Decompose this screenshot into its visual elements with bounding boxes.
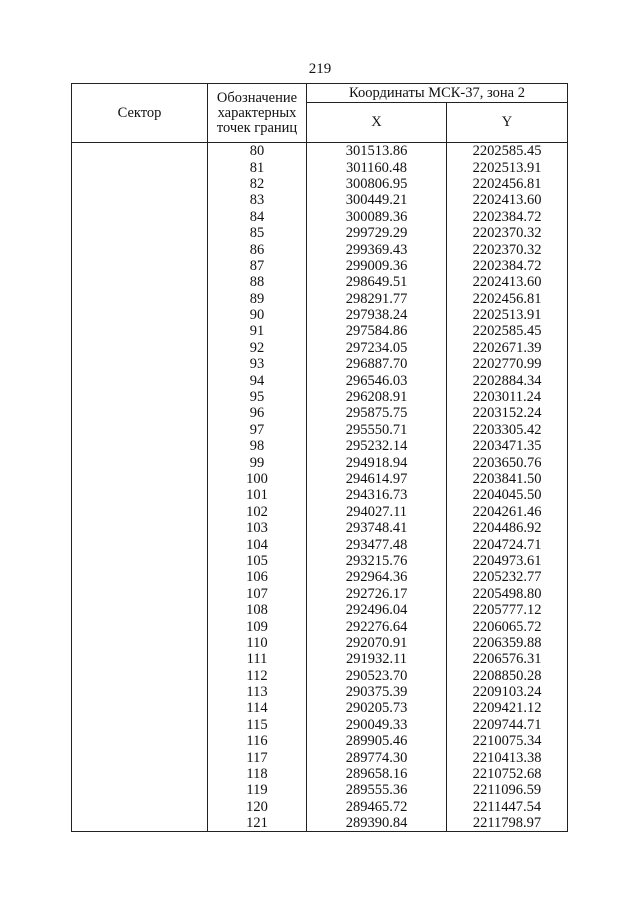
cell-sector: [72, 733, 208, 749]
table-row: [72, 438, 568, 454]
header-point-designation: Обозначение характерных точек границ: [208, 84, 307, 143]
cell-x: 289658.16: [307, 766, 447, 782]
cell-y: 2204045.50: [447, 487, 568, 503]
cell-x: 293215.76: [307, 553, 447, 569]
cell-x: 295232.14: [307, 438, 447, 454]
cell-point: 104: [208, 536, 307, 552]
table-row: [72, 454, 568, 470]
cell-sector: [72, 749, 208, 765]
cell-y: 2210413.38: [447, 749, 568, 765]
table-row: [72, 225, 568, 241]
cell-y: 2204261.46: [447, 504, 568, 520]
cell-y: 2210752.68: [447, 766, 568, 782]
cell-x: 297584.86: [307, 323, 447, 339]
cell-x: 290205.73: [307, 700, 447, 716]
table-row: [72, 618, 568, 634]
cell-y: 2204724.71: [447, 536, 568, 552]
table-row: [72, 422, 568, 438]
cell-point: 108: [208, 602, 307, 618]
cell-x: 292276.64: [307, 618, 447, 634]
cell-sector: [72, 799, 208, 815]
table-row: [72, 602, 568, 618]
cell-x: 290523.70: [307, 668, 447, 684]
cell-sector: [72, 586, 208, 602]
table-row: [72, 749, 568, 765]
cell-y: 2203305.42: [447, 422, 568, 438]
cell-point: 118: [208, 766, 307, 782]
cell-y: 2204486.92: [447, 520, 568, 536]
cell-x: 289774.30: [307, 749, 447, 765]
table-row: [72, 504, 568, 520]
cell-point: 109: [208, 618, 307, 634]
cell-sector: [72, 307, 208, 323]
cell-sector: [72, 323, 208, 339]
cell-sector: [72, 766, 208, 782]
cell-y: 2202384.72: [447, 209, 568, 225]
table-row: [72, 684, 568, 700]
table-row: [72, 733, 568, 749]
cell-sector: [72, 471, 208, 487]
cell-y: 2202585.45: [447, 143, 568, 160]
cell-point: 97: [208, 422, 307, 438]
cell-sector: [72, 815, 208, 832]
table-row: [72, 340, 568, 356]
cell-y: 2202384.72: [447, 258, 568, 274]
cell-sector: [72, 389, 208, 405]
cell-x: 289555.36: [307, 782, 447, 798]
table-row: [72, 372, 568, 388]
cell-y: 2205777.12: [447, 602, 568, 618]
cell-y: 2202456.81: [447, 176, 568, 192]
cell-y: 2205498.80: [447, 586, 568, 602]
page-number: 219: [308, 61, 332, 77]
cell-point: 86: [208, 241, 307, 257]
table-row: [72, 143, 568, 160]
cell-sector: [72, 258, 208, 274]
cell-point: 89: [208, 291, 307, 307]
cell-point: 95: [208, 389, 307, 405]
cell-y: 2203471.35: [447, 438, 568, 454]
cell-point: 115: [208, 717, 307, 733]
cell-sector: [72, 241, 208, 257]
cell-x: 296887.70: [307, 356, 447, 372]
cell-x: 297234.05: [307, 340, 447, 356]
cell-point: 111: [208, 651, 307, 667]
cell-point: 103: [208, 520, 307, 536]
cell-sector: [72, 684, 208, 700]
cell-x: 289390.84: [307, 815, 447, 832]
cell-sector: [72, 291, 208, 307]
table-row: [72, 307, 568, 323]
table-body: [72, 143, 568, 832]
cell-sector: [72, 569, 208, 585]
cell-x: 298291.77: [307, 291, 447, 307]
table-row: [72, 668, 568, 684]
cell-point: 96: [208, 405, 307, 421]
cell-sector: [72, 192, 208, 208]
cell-y: 2202456.81: [447, 291, 568, 307]
cell-sector: [72, 700, 208, 716]
table-row: [72, 159, 568, 175]
table-row: [72, 717, 568, 733]
cell-x: 301513.86: [307, 143, 447, 160]
cell-y: 2209744.71: [447, 717, 568, 733]
cell-x: 300089.36: [307, 209, 447, 225]
table-row: [72, 241, 568, 257]
table-row: [72, 553, 568, 569]
cell-y: 2202413.60: [447, 192, 568, 208]
table-row: [72, 389, 568, 405]
table-row: [72, 569, 568, 585]
cell-y: 2203841.50: [447, 471, 568, 487]
cell-point: 117: [208, 749, 307, 765]
cell-x: 292070.91: [307, 635, 447, 651]
cell-point: 106: [208, 569, 307, 585]
cell-point: 100: [208, 471, 307, 487]
table-row: [72, 192, 568, 208]
cell-y: 2211096.59: [447, 782, 568, 798]
cell-x: 295550.71: [307, 422, 447, 438]
cell-sector: [72, 602, 208, 618]
cell-point: 105: [208, 553, 307, 569]
cell-y: 2202513.91: [447, 159, 568, 175]
cell-point: 83: [208, 192, 307, 208]
cell-sector: [72, 143, 208, 160]
table-row: [72, 258, 568, 274]
cell-point: 88: [208, 274, 307, 290]
table-row: [72, 209, 568, 225]
cell-sector: [72, 225, 208, 241]
cell-point: 114: [208, 700, 307, 716]
cell-point: 98: [208, 438, 307, 454]
cell-point: 82: [208, 176, 307, 192]
cell-y: 2204973.61: [447, 553, 568, 569]
cell-sector: [72, 176, 208, 192]
table-row: [72, 520, 568, 536]
cell-x: 299729.29: [307, 225, 447, 241]
cell-x: 296208.91: [307, 389, 447, 405]
table-row: [72, 487, 568, 503]
cell-x: 289905.46: [307, 733, 447, 749]
table-row: [72, 651, 568, 667]
cell-y: 2208850.28: [447, 668, 568, 684]
cell-point: 107: [208, 586, 307, 602]
cell-x: 298649.51: [307, 274, 447, 290]
header-x: X: [307, 103, 447, 143]
cell-point: 121: [208, 815, 307, 832]
cell-sector: [72, 209, 208, 225]
table-row: [72, 405, 568, 421]
cell-x: 300806.95: [307, 176, 447, 192]
cell-sector: [72, 635, 208, 651]
cell-y: 2211798.97: [447, 815, 568, 832]
cell-x: 297938.24: [307, 307, 447, 323]
cell-sector: [72, 274, 208, 290]
table-row: [72, 274, 568, 290]
table-row: [72, 323, 568, 339]
cell-x: 290375.39: [307, 684, 447, 700]
cell-sector: [72, 717, 208, 733]
cell-sector: [72, 405, 208, 421]
cell-point: 101: [208, 487, 307, 503]
cell-sector: [72, 422, 208, 438]
cell-point: 81: [208, 159, 307, 175]
cell-sector: [72, 159, 208, 175]
table-row: [72, 356, 568, 372]
cell-x: 290049.33: [307, 717, 447, 733]
cell-point: 94: [208, 372, 307, 388]
table-row: [72, 815, 568, 832]
cell-sector: [72, 782, 208, 798]
cell-x: 291932.11: [307, 651, 447, 667]
cell-x: 293477.48: [307, 536, 447, 552]
header-coordinates: Координаты МСК-37, зона 2: [307, 84, 568, 103]
cell-x: 300449.21: [307, 192, 447, 208]
cell-y: 2203011.24: [447, 389, 568, 405]
cell-point: 120: [208, 799, 307, 815]
table-row: [72, 766, 568, 782]
cell-point: 93: [208, 356, 307, 372]
cell-y: 2202585.45: [447, 323, 568, 339]
table-row: [72, 176, 568, 192]
cell-x: 299369.43: [307, 241, 447, 257]
cell-y: 2202370.32: [447, 241, 568, 257]
cell-y: 2205232.77: [447, 569, 568, 585]
cell-sector: [72, 438, 208, 454]
cell-sector: [72, 668, 208, 684]
cell-point: 110: [208, 635, 307, 651]
table-row: [72, 536, 568, 552]
cell-y: 2206065.72: [447, 618, 568, 634]
cell-x: 292726.17: [307, 586, 447, 602]
cell-x: 289465.72: [307, 799, 447, 815]
cell-point: 92: [208, 340, 307, 356]
cell-point: 87: [208, 258, 307, 274]
cell-point: 91: [208, 323, 307, 339]
cell-sector: [72, 520, 208, 536]
cell-sector: [72, 651, 208, 667]
cell-point: 102: [208, 504, 307, 520]
cell-x: 294614.97: [307, 471, 447, 487]
cell-x: 294027.11: [307, 504, 447, 520]
cell-x: 292964.36: [307, 569, 447, 585]
cell-y: 2209103.24: [447, 684, 568, 700]
cell-point: 113: [208, 684, 307, 700]
cell-point: 119: [208, 782, 307, 798]
header-y: Y: [447, 103, 568, 143]
table-row: [72, 471, 568, 487]
cell-point: 99: [208, 454, 307, 470]
cell-sector: [72, 536, 208, 552]
table-row: [72, 635, 568, 651]
cell-sector: [72, 454, 208, 470]
cell-sector: [72, 372, 208, 388]
cell-sector: [72, 618, 208, 634]
cell-x: 301160.48: [307, 159, 447, 175]
table-row: [72, 782, 568, 798]
cell-point: 112: [208, 668, 307, 684]
cell-x: 294316.73: [307, 487, 447, 503]
cell-sector: [72, 487, 208, 503]
cell-y: 2202413.60: [447, 274, 568, 290]
cell-point: 80: [208, 143, 307, 160]
cell-y: 2206359.88: [447, 635, 568, 651]
table-row: [72, 291, 568, 307]
cell-y: 2203152.24: [447, 405, 568, 421]
cell-x: 299009.36: [307, 258, 447, 274]
cell-point: 85: [208, 225, 307, 241]
cell-sector: [72, 356, 208, 372]
table-row: [72, 700, 568, 716]
cell-y: 2211447.54: [447, 799, 568, 815]
cell-point: 84: [208, 209, 307, 225]
table-row: [72, 586, 568, 602]
cell-y: 2206576.31: [447, 651, 568, 667]
cell-sector: [72, 553, 208, 569]
cell-x: 293748.41: [307, 520, 447, 536]
cell-y: 2202884.34: [447, 372, 568, 388]
cell-x: 295875.75: [307, 405, 447, 421]
cell-y: 2202770.99: [447, 356, 568, 372]
cell-x: 296546.03: [307, 372, 447, 388]
coordinates-table: [71, 83, 568, 832]
cell-point: 90: [208, 307, 307, 323]
cell-point: 116: [208, 733, 307, 749]
cell-x: 292496.04: [307, 602, 447, 618]
header-sector: Сектор: [72, 84, 208, 143]
table-row: [72, 799, 568, 815]
cell-sector: [72, 340, 208, 356]
cell-y: 2209421.12: [447, 700, 568, 716]
cell-y: 2202671.39: [447, 340, 568, 356]
cell-y: 2202513.91: [447, 307, 568, 323]
cell-y: 2202370.32: [447, 225, 568, 241]
cell-y: 2203650.76: [447, 454, 568, 470]
cell-x: 294918.94: [307, 454, 447, 470]
cell-y: 2210075.34: [447, 733, 568, 749]
cell-sector: [72, 504, 208, 520]
